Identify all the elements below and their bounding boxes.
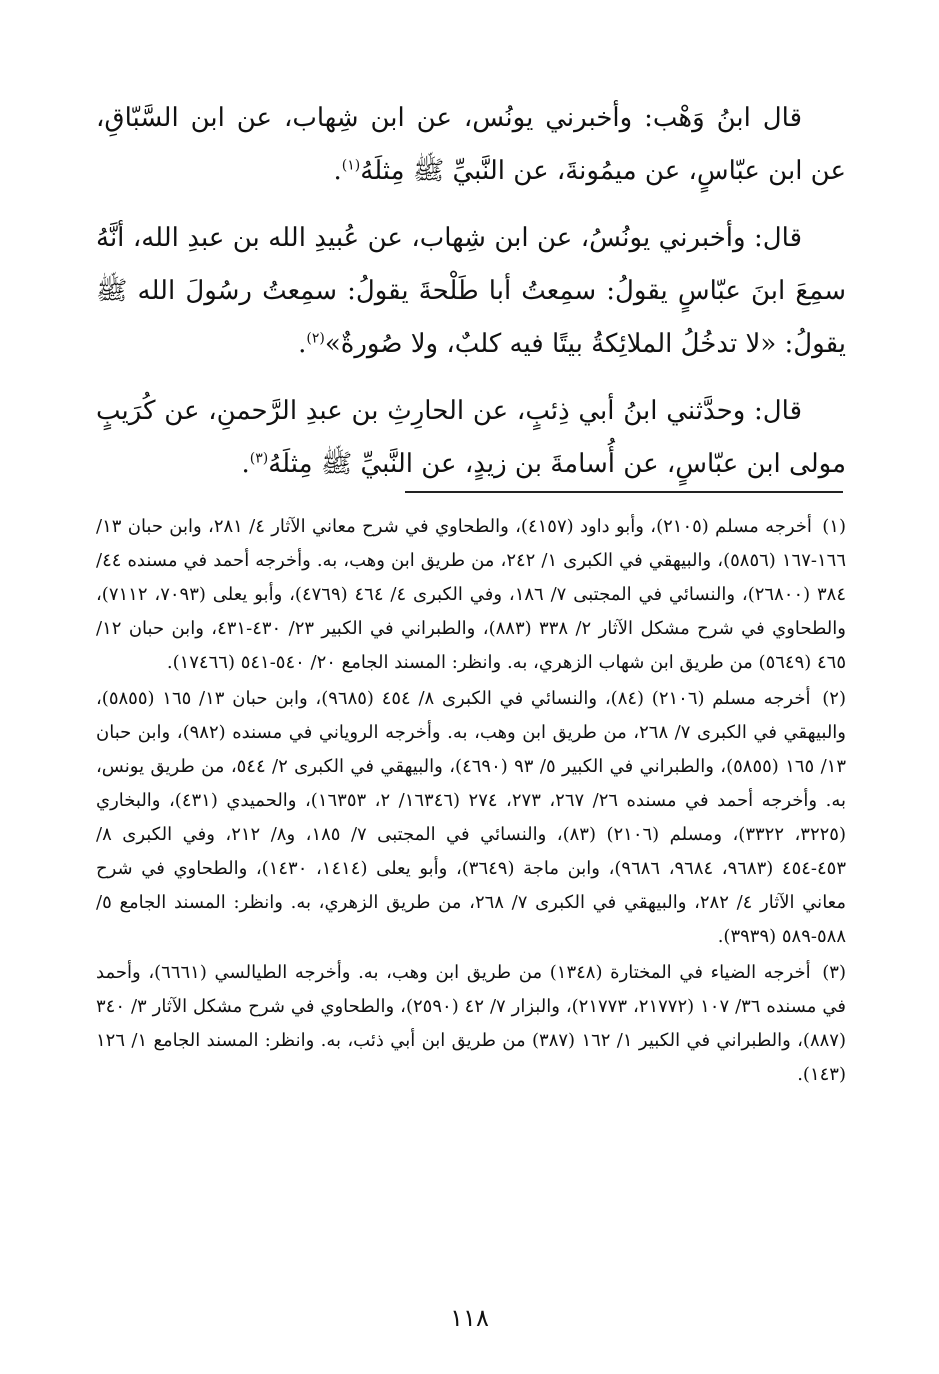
paragraph-2 — [96, 212, 846, 371]
footnote-2-text: أخرجه مسلم (٢١٠٦) (٨٤)، والنسائي في الكبرى ٨/ ٤٥٤ (٩٦٨٥)، وابن حبان ١٣/ ١٦٥ (٥٨٥٥)، والبيهقي في الكبرى ٧/ ٢٦٨، من طريق ابن وهب، به. وأخرجه الروياني في مسنده (٩٨٢)، وابن حبان ١٣/ ١٦٥ (٥٨٥٥)، والطبراني في الكبير ٥/ ٩٣ (٤٦٩٠)، والبيهقي في الكبرى ٢/ ٥٤٤، من طريق يونس، به. وأخرجه أحمد في مسنده ٢٦/ ٢٦٧، ٢٧٣، ٢٧٤ (١٦٣٤٦/ ٢، ١٦٣٥٣)، والحميدي (٤٣١)، والبخاري (٣٢٢٥، ٣٣٢٢)، ومسلم (٢١٠٦) (٨٣)، والنسائي في المجتبى ٧/ ١٨٥، و٨/ ٢١٢، وفي الكبرى ٨/ ٤٥٣-٤٥٤ (٩٦٨٣، ٩٦٨٤، ٩٦٨٦)، وابن ماجة (٣٦٤٩)، وأبو يعلى (١٤١٤، ١٤٣٠)، والطحاوي في شرح معاني الآثار ٤/ ٢٨٢، والبيهقي في الكبرى ٧/ ٢٦٨، من طريق الزهري، به. وانظر: المسند الجامع ٥/ ٥٨٨-٥٨٩ (٣٩٣٩). — [96, 688, 847, 947]
footnote-2-number: (٢) — [822, 688, 846, 709]
footnote-2 — [96, 682, 846, 954]
footnote-separator — [405, 491, 843, 493]
footnote-3 — [96, 956, 846, 1092]
paragraph-3-end: . — [241, 449, 250, 479]
footnote-1-number: (١) — [822, 516, 846, 537]
paragraph-3-text: قال: وحدَّثني ابنُ أبي ذِئبٍ، عن الحارِثِ بن عبدِ الرَّحمنِ، عن كُرَيبٍ مولى ابن عبّاسٍ، عن أُسامةَ بن زيدٍ، عن النَّبيِّ ﷺ مِثلَهُ — [96, 396, 846, 479]
paragraph-3 — [96, 385, 846, 491]
page-number: ١١٨ — [450, 1304, 489, 1332]
paragraph-2-end: . — [298, 329, 307, 359]
paragraph-1-end: . — [333, 156, 342, 186]
footnotes — [96, 510, 846, 1094]
paragraph-1-text: قال ابنُ وَهْب: وأخبرني يونُس، عن ابن شِهاب، عن ابن السَّبّاقِ، عن ابن عبّاسٍ، عن ميمُونةَ، عن النَّبيِّ ﷺ مِثلَهُ — [96, 103, 846, 186]
paragraph-2-text: قال: وأخبرني يونُسُ، عن ابن شِهاب، عن عُبيدِ الله بن عبدِ الله، أنَّهُ سمِعَ ابنَ عبّاسٍ يقولُ: سمِعتُ أبا طَلْحةَ يقولُ: سمِعتُ رسُولَ الله ﷺ يقولُ: «لا تدخُلُ الملائِكةُ بيتًا فيه كلبٌ، ولا صُورةٌ» — [96, 223, 846, 359]
footnote-3-text: أخرجه الضياء في المختارة (١٣٤٨) من طريق ابن وهب، به. وأخرجه الطيالسي (٦٦٦١)، وأحمد في مسنده ٣٦/ ١٠٧ (٢١٧٧٢، ٢١٧٧٣)، والبزار ٧/ ٤٢ (٢٥٩٠)، والطحاوي في شرح مشكل الآثار ٣/ ٣٤٠ (٨٨٧)، والطبراني في الكبير ١/ ١٦٢ (٣٨٧) من طريق ابن أبي ذئب، به. وانظر: المسند الجامع ١/ ١٢٦ (١٤٣). — [96, 962, 846, 1085]
footnote-ref-1: (١) — [341, 157, 361, 174]
footnote-3-number: (٣) — [822, 962, 846, 983]
footnote-ref-2: (٢) — [306, 330, 325, 347]
footnote-1 — [96, 510, 846, 680]
paragraph-1 — [96, 92, 846, 198]
footnote-ref-3: (٣) — [249, 450, 269, 467]
footnote-1-text: أخرجه مسلم (٢١٠٥)، وأبو داود (٤١٥٧)، والطحاوي في شرح معاني الآثار ٤/ ٢٨١، وابن حبان ١٣/ ١٦٦-١٦٧ (٥٨٥٦)، والبيهقي في الكبرى ١/ ٢٤٢، من طريق ابن وهب، به. وأخرجه أحمد في مسنده ٤٤/ ٣٨٤ (٢٦٨٠٠)، والنسائي في المجتبى ٧/ ١٨٦، وفي الكبرى ٤/ ٤٦٤ (٤٧٦٩)، وأبو يعلى (٧٠٩٣، ٧١١٢)، والطحاوي في شرح مشكل الآثار ٢/ ٣٣٨ (٨٨٣)، والطبراني في الكبير ٢٣/ ٤٣٠-٤٣١، وابن حبان ١٢/ ٤٦٥ (٥٦٤٩) من طريق ابن شهاب الزهري، به. وانظر: المسند الجامع ٢٠/ ٥٤٠-٥٤١ (١٧٤٦٦). — [96, 516, 847, 673]
main-text — [96, 92, 846, 505]
